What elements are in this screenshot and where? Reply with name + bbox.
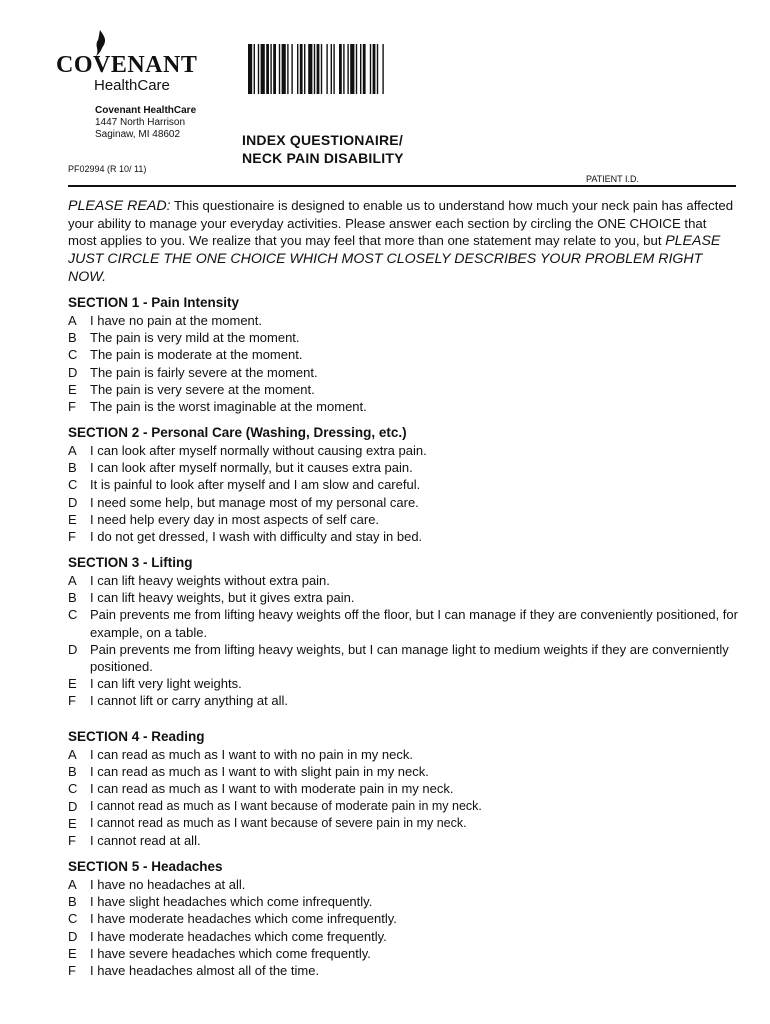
option-letter: B bbox=[68, 590, 77, 606]
address-block bbox=[95, 105, 196, 141]
answer-option[interactable] bbox=[68, 780, 738, 797]
header-divider bbox=[68, 185, 736, 187]
answer-option[interactable] bbox=[68, 641, 738, 675]
barcode-bar bbox=[287, 44, 288, 94]
intro-lead: PLEASE READ: bbox=[68, 198, 171, 214]
barcode-bar bbox=[282, 44, 286, 94]
option-text: I can look after myself normally, but it causes extra pain. bbox=[90, 460, 413, 476]
barcode-bar bbox=[317, 44, 320, 94]
barcode-bar bbox=[360, 44, 361, 94]
option-text: I need help every day in most aspects of self care. bbox=[90, 511, 380, 527]
option-text: I have headaches almost all of the time. bbox=[90, 963, 320, 979]
option-text: I can look after myself normally without causing extra pain. bbox=[90, 443, 427, 458]
barcode-bar bbox=[291, 44, 292, 94]
option-text: I cannot read as much as I want because of severe pain in my neck. bbox=[90, 815, 467, 830]
barcode-bar bbox=[279, 44, 280, 94]
form-title-line2: NECK PAIN DISABILITY bbox=[242, 150, 404, 166]
answer-option[interactable] bbox=[68, 893, 738, 910]
option-letter: A bbox=[68, 573, 77, 588]
option-text: I can lift very light weights. bbox=[90, 676, 242, 692]
answer-option[interactable] bbox=[68, 494, 738, 511]
option-letter: F bbox=[68, 529, 76, 545]
answer-option[interactable] bbox=[68, 381, 738, 398]
section-pain-intensity bbox=[68, 294, 738, 415]
option-letter: A bbox=[68, 747, 77, 762]
option-text: I can read as much as I want to with slight pain in my neck. bbox=[90, 764, 429, 780]
barcode-bar bbox=[339, 44, 342, 94]
barcode-bar bbox=[326, 44, 327, 94]
barcode-bar bbox=[321, 44, 322, 94]
section-headaches bbox=[68, 858, 738, 979]
barcode bbox=[248, 44, 444, 94]
section-title: SECTION 1 - Pain Intensity bbox=[68, 295, 240, 310]
option-text: The pain is very mild at the moment. bbox=[90, 330, 300, 346]
option-letter: D bbox=[68, 928, 78, 944]
answer-option[interactable] bbox=[68, 346, 738, 363]
barcode-bar bbox=[314, 44, 315, 94]
answer-option[interactable] bbox=[68, 832, 738, 849]
barcode-bar bbox=[377, 44, 378, 94]
answer-option[interactable] bbox=[68, 876, 738, 893]
logo-sub: HealthCare bbox=[94, 77, 170, 94]
option-text: I cannot lift or carry anything at all. bbox=[90, 693, 288, 709]
form-title bbox=[242, 131, 404, 167]
option-text: I have no headaches at all. bbox=[90, 877, 246, 892]
answer-option[interactable] bbox=[68, 763, 738, 780]
option-letter: E bbox=[68, 945, 77, 961]
answer-option[interactable] bbox=[68, 798, 738, 815]
patient-id-label: PATIENT I.D. bbox=[586, 174, 640, 184]
answer-option[interactable] bbox=[68, 606, 738, 640]
form-title-line1: INDEX QUESTIONAIRE/ bbox=[242, 132, 403, 148]
option-letter: D bbox=[68, 494, 78, 510]
option-text: I have moderate headaches which come frequently. bbox=[90, 928, 387, 944]
answer-option[interactable] bbox=[68, 572, 738, 589]
option-text: It is painful to look after myself and I am slow and careful. bbox=[90, 477, 421, 493]
option-text: The pain is very severe at the moment. bbox=[90, 381, 315, 397]
answer-option[interactable] bbox=[68, 364, 738, 381]
option-letter: B bbox=[68, 330, 77, 346]
barcode-bar bbox=[308, 44, 312, 94]
intro-body: This questionaire is designed to enable us to understand how much your neck pain has affected your ability to manage your everyday activities. Please answer each section by circling the ONE CHOICE that most applies to you. We realize that you may feel that more than one statement may relate to you, but bbox=[68, 198, 734, 248]
barcode-bar bbox=[343, 44, 344, 94]
answer-option[interactable] bbox=[68, 442, 738, 459]
barcode-bar bbox=[248, 44, 252, 94]
barcode-bar bbox=[333, 44, 334, 94]
answer-option[interactable] bbox=[68, 459, 738, 476]
intro-paragraph bbox=[68, 197, 738, 286]
address-street: 1447 North Harrison bbox=[95, 117, 186, 128]
option-letter: C bbox=[68, 477, 78, 493]
barcode-bar bbox=[356, 44, 357, 94]
option-letter: B bbox=[68, 894, 77, 910]
section-lifting bbox=[68, 554, 738, 710]
answer-option[interactable] bbox=[68, 928, 738, 945]
logo-brand: COVENANT bbox=[56, 52, 198, 78]
option-text: I can lift heavy weights without extra pain. bbox=[90, 573, 330, 588]
barcode-bar bbox=[297, 44, 298, 94]
option-text: Pain prevents me from lifting heavy weights off the floor, but I can manage if they are conveniently positioned, for example, on a table. bbox=[90, 607, 738, 640]
option-text: I cannot read as much as I want because of moderate pain in my neck. bbox=[90, 798, 482, 813]
option-letter: A bbox=[68, 313, 77, 328]
barcode-bar bbox=[266, 44, 269, 94]
barcode-bar bbox=[270, 44, 271, 94]
option-letter: C bbox=[68, 607, 78, 623]
covenant-logo bbox=[56, 30, 196, 98]
option-letter: F bbox=[68, 693, 76, 709]
option-letter: E bbox=[68, 815, 77, 831]
option-text: I have severe headaches which come frequently. bbox=[90, 945, 371, 961]
option-text: The pain is moderate at the moment. bbox=[90, 347, 303, 363]
barcode-bar bbox=[350, 44, 354, 94]
barcode-bar bbox=[261, 44, 265, 94]
option-letter: E bbox=[68, 381, 77, 397]
barcode-bar bbox=[370, 44, 371, 94]
option-text: I can read as much as I want to with no pain in my neck. bbox=[90, 747, 413, 762]
barcode-bar bbox=[300, 44, 303, 94]
section-reading bbox=[68, 728, 738, 849]
answer-option[interactable] bbox=[68, 528, 738, 545]
section-title: SECTION 5 - Headaches bbox=[68, 859, 223, 874]
section-title: SECTION 3 - Lifting bbox=[68, 555, 193, 570]
form-code: PF02994 (R 10/ 11) bbox=[68, 164, 147, 174]
option-letter: F bbox=[68, 399, 76, 415]
barcode-bar bbox=[347, 44, 348, 94]
option-letter: F bbox=[68, 833, 76, 849]
answer-option[interactable] bbox=[68, 589, 738, 606]
option-letter: B bbox=[68, 764, 77, 780]
address-city: Saginaw, MI 48602 bbox=[95, 129, 181, 140]
option-text: I need some help, but manage most of my personal care. bbox=[90, 494, 419, 510]
option-letter: A bbox=[68, 877, 77, 892]
barcode-bar bbox=[304, 44, 305, 94]
answer-option[interactable] bbox=[68, 962, 738, 979]
answer-option[interactable] bbox=[68, 675, 738, 692]
answer-option[interactable] bbox=[68, 312, 738, 329]
option-letter: A bbox=[68, 443, 77, 458]
answer-option[interactable] bbox=[68, 910, 738, 927]
barcode-bar bbox=[258, 44, 259, 94]
barcode-bar bbox=[373, 44, 376, 94]
option-text: I have no pain at the moment. bbox=[90, 313, 262, 328]
barcode-bar bbox=[331, 44, 332, 94]
answer-option[interactable] bbox=[68, 945, 738, 962]
section-personal-care bbox=[68, 424, 738, 545]
answer-option[interactable] bbox=[68, 476, 738, 493]
barcode-bar bbox=[254, 44, 255, 94]
option-text: I can read as much as I want to with moderate pain in my neck. bbox=[90, 781, 454, 797]
option-letter: D bbox=[68, 641, 78, 657]
section-title: SECTION 4 - Reading bbox=[68, 729, 205, 744]
option-letter: E bbox=[68, 676, 77, 692]
address-org: Covenant HealthCare bbox=[95, 105, 197, 116]
option-text: I have slight headaches which come infrequently. bbox=[90, 894, 373, 910]
answer-option[interactable] bbox=[68, 815, 738, 832]
option-text: I cannot read at all. bbox=[90, 833, 201, 849]
answer-option[interactable] bbox=[68, 398, 738, 415]
answer-option[interactable] bbox=[68, 511, 738, 528]
option-letter: B bbox=[68, 460, 77, 476]
option-letter: C bbox=[68, 347, 78, 363]
option-text: I do not get dressed, I wash with difficulty and stay in bed. bbox=[90, 529, 423, 545]
option-letter: E bbox=[68, 511, 77, 527]
option-text: The pain is fairly severe at the moment. bbox=[90, 364, 318, 380]
answer-option[interactable] bbox=[68, 692, 738, 709]
option-letter: C bbox=[68, 911, 78, 927]
option-letter: D bbox=[68, 364, 78, 380]
barcode-bar bbox=[273, 44, 276, 94]
intro-emphasis: PLEASE JUST CIRCLE THE ONE CHOICE WHICH MOST CLOSELY DESCRIBES YOUR PROBLEM RIGHT NOW. bbox=[68, 233, 721, 285]
option-text: I can lift heavy weights, but it gives extra pain. bbox=[90, 590, 355, 606]
barcode-bar bbox=[363, 44, 366, 94]
option-letter: F bbox=[68, 963, 76, 979]
answer-option[interactable] bbox=[68, 329, 738, 346]
option-letter: D bbox=[68, 798, 78, 814]
option-text: The pain is the worst imaginable at the moment. bbox=[90, 399, 367, 415]
section-title: SECTION 2 - Personal Care (Washing, Dressing, etc.) bbox=[68, 425, 407, 440]
option-letter: C bbox=[68, 781, 78, 797]
barcode-bar bbox=[382, 44, 383, 94]
option-text: I have moderate headaches which come infrequently. bbox=[90, 911, 397, 927]
option-text: Pain prevents me from lifting heavy weights, but I can manage light to medium weights if they are converniently positioned. bbox=[90, 641, 729, 675]
answer-option[interactable] bbox=[68, 746, 738, 763]
